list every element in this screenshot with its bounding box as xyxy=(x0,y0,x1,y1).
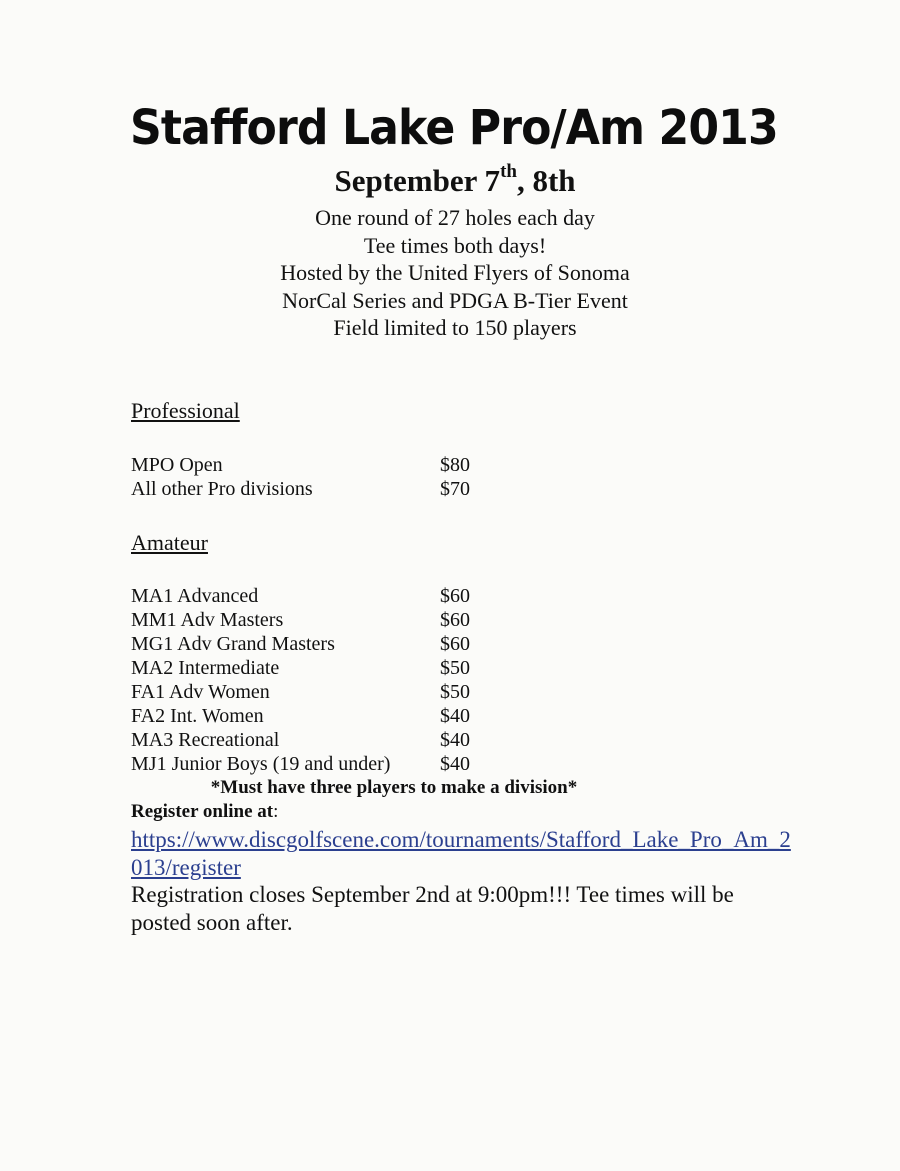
division-name: MA1 Advanced xyxy=(131,585,259,607)
division-name: MG1 Adv Grand Masters xyxy=(131,633,335,655)
division-price: $60 xyxy=(440,609,470,631)
professional-heading: Professional xyxy=(131,398,240,423)
professional-fee-list xyxy=(131,453,470,501)
fee-row xyxy=(131,608,470,632)
event-details xyxy=(0,204,900,342)
detail-line: Hosted by the United Flyers of Sonoma xyxy=(280,260,630,285)
fee-row xyxy=(131,680,470,704)
page-title: Stafford Lake Pro/Am 2013 xyxy=(130,100,778,156)
event-dates-suffix: , 8th xyxy=(516,163,576,198)
detail-line: One round of 27 holes each day xyxy=(315,205,595,230)
division-price: $60 xyxy=(440,633,470,655)
event-dates xyxy=(0,163,900,199)
division-name: MA3 Recreational xyxy=(131,729,280,751)
division-price: $40 xyxy=(440,753,470,775)
division-price: $70 xyxy=(440,478,470,500)
register-label xyxy=(131,801,278,823)
fee-row xyxy=(131,656,470,680)
division-name: FA1 Adv Women xyxy=(131,681,270,703)
division-price: $50 xyxy=(440,681,470,703)
division-price: $80 xyxy=(440,454,470,476)
division-price: $40 xyxy=(440,705,470,727)
division-note: *Must have three players to make a division* xyxy=(210,777,578,798)
division-price: $50 xyxy=(440,657,470,679)
division-name: MA2 Intermediate xyxy=(131,657,280,679)
fee-row xyxy=(131,477,470,501)
event-dates-prefix: September 7 xyxy=(334,163,501,198)
detail-line: NorCal Series and PDGA B-Tier Event xyxy=(282,287,628,313)
detail-line: Tee times both days! xyxy=(363,232,547,258)
division-name: FA2 Int. Women xyxy=(131,705,264,727)
register-label-colon: : xyxy=(273,801,279,822)
division-name: MM1 Adv Masters xyxy=(131,609,284,631)
registration-link[interactable]: https://www.discgolfscene.com/tournaments/Stafford_Lake_Pro_Am_2013/register xyxy=(131,827,791,880)
division-name: MJ1 Junior Boys (19 and under) xyxy=(131,753,391,775)
fee-row xyxy=(131,752,470,776)
fee-row xyxy=(131,704,470,728)
division-price: $40 xyxy=(440,729,470,751)
fee-row xyxy=(131,584,470,608)
event-dates-ordinal: th xyxy=(500,161,517,182)
detail-line: Field limited to 150 players xyxy=(333,315,577,340)
division-price: $60 xyxy=(440,585,470,607)
registration-closing-text: Registration closes September 2nd at 9:00pm!!! Tee times will be posted soon after. xyxy=(131,882,734,935)
amateur-heading: Amateur xyxy=(131,530,208,555)
fee-row xyxy=(131,632,470,656)
division-name: All other Pro divisions xyxy=(131,478,313,500)
division-name: MPO Open xyxy=(131,454,223,476)
fee-row xyxy=(131,453,470,477)
amateur-fee-list xyxy=(131,584,470,776)
fee-row xyxy=(131,728,470,752)
register-label-text: Register online at xyxy=(131,801,274,822)
